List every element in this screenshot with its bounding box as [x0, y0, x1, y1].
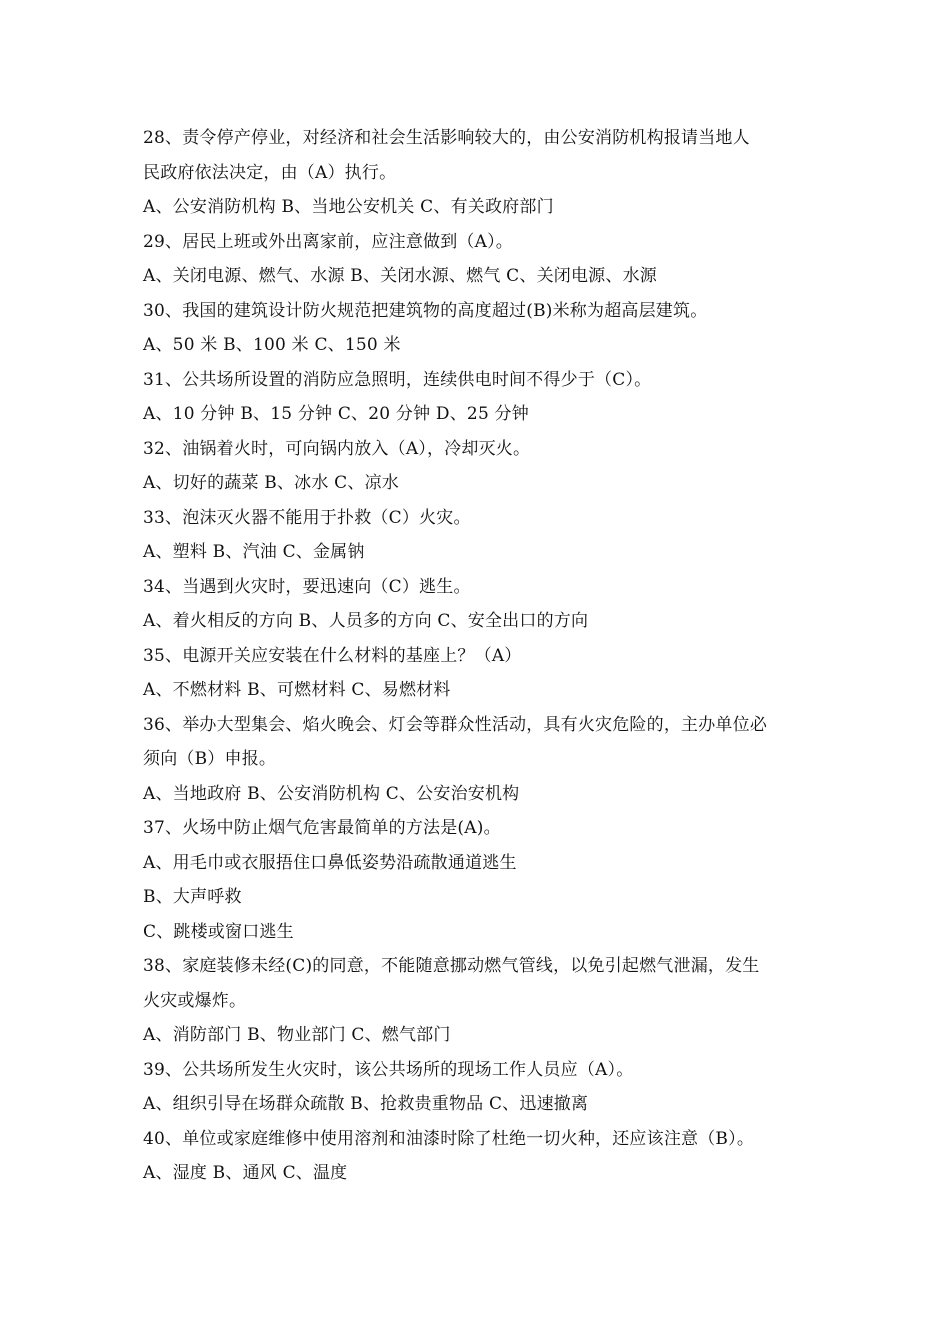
question-37-option-a: A、用毛巾或衣服捂住口鼻低姿势沿疏散通道逃生	[143, 852, 517, 873]
question-32-options: A、切好的蔬菜 B、冰水 C、凉水	[143, 473, 399, 493]
question-37-option-b: B、大声呼救	[143, 887, 242, 907]
question-28-line-1: 28、责令停产停业，对经济和社会生活影响较大的，由公安消防机构报请当地人	[143, 128, 750, 148]
question-39: 39、公共场所发生火灾时，该公共场所的现场工作人员应（A）。	[143, 1059, 634, 1080]
question-31-options: A、10 分钟 B、15 分钟 C、20 分钟 D、25 分钟	[143, 404, 529, 424]
question-36-line-1: 36、举办大型集会、焰火晚会、灯会等群众性活动，具有火灾危险的，主办单位必	[143, 714, 768, 735]
question-30: 30、我国的建筑设计防火规范把建筑物的高度超过(B)米称为超高层建筑。	[143, 300, 708, 321]
question-34-options: A、着火相反的方向 B、人员多的方向 C、安全出口的方向	[143, 611, 589, 631]
question-32: 32、油锅着火时，可向锅内放入（A），冷却灭火。	[143, 438, 531, 459]
question-28-line-2: 民政府依法决定，由（A）执行。	[143, 162, 397, 183]
question-29-options: A、关闭电源、燃气、水源 B、关闭水源、燃气 C、关闭电源、水源	[143, 266, 657, 286]
question-31: 31、公共场所设置的消防应急照明，连续供电时间不得少于（C）。	[143, 369, 652, 390]
question-35-options: A、不燃材料 B、可燃材料 C、易燃材料	[143, 680, 451, 700]
question-35: 35、电源开关应安装在什么材料的基座上？（A）	[143, 645, 522, 666]
question-38-line-2: 火灾或爆炸。	[143, 990, 247, 1011]
question-36-options: A、当地政府 B、公安消防机构 C、公安治安机构	[143, 783, 520, 804]
question-36-line-2: 须向（B）申报。	[143, 749, 277, 769]
question-38-options: A、消防部门 B、物业部门 C、燃气部门	[143, 1025, 451, 1045]
quiz-text-block	[143, 121, 823, 1191]
question-37: 37、火场中防止烟气危害最简单的方法是(A)。	[143, 818, 501, 838]
question-28-options: A、公安消防机构 B、当地公安机关 C、有关政府部门	[143, 197, 554, 217]
question-38-line-1: 38、家庭装修未经(C)的同意，不能随意挪动燃气管线，以免引起燃气泄漏，发生	[143, 956, 760, 976]
question-37-option-c: C、跳楼或窗口逃生	[143, 921, 294, 942]
question-33-options: A、塑料 B、汽油 C、金属钠	[143, 542, 365, 562]
question-40: 40、单位或家庭维修中使用溶剂和油漆时除了杜绝一切火种，还应该注意（B）。	[143, 1128, 755, 1149]
question-40-options: A、湿度 B、通风 C、温度	[143, 1163, 348, 1183]
question-33: 33、泡沫灭火器不能用于扑救（C）火灾。	[143, 507, 471, 528]
question-34: 34、当遇到火灾时，要迅速向（C）逃生。	[143, 576, 471, 597]
question-39-options: A、组织引导在场群众疏散 B、抢救贵重物品 C、迅速撤离	[143, 1094, 589, 1114]
question-30-options: A、50 米 B、100 米 C、150 米	[143, 335, 401, 355]
question-29: 29、居民上班或外出离家前，应注意做到（A）。	[143, 231, 514, 252]
